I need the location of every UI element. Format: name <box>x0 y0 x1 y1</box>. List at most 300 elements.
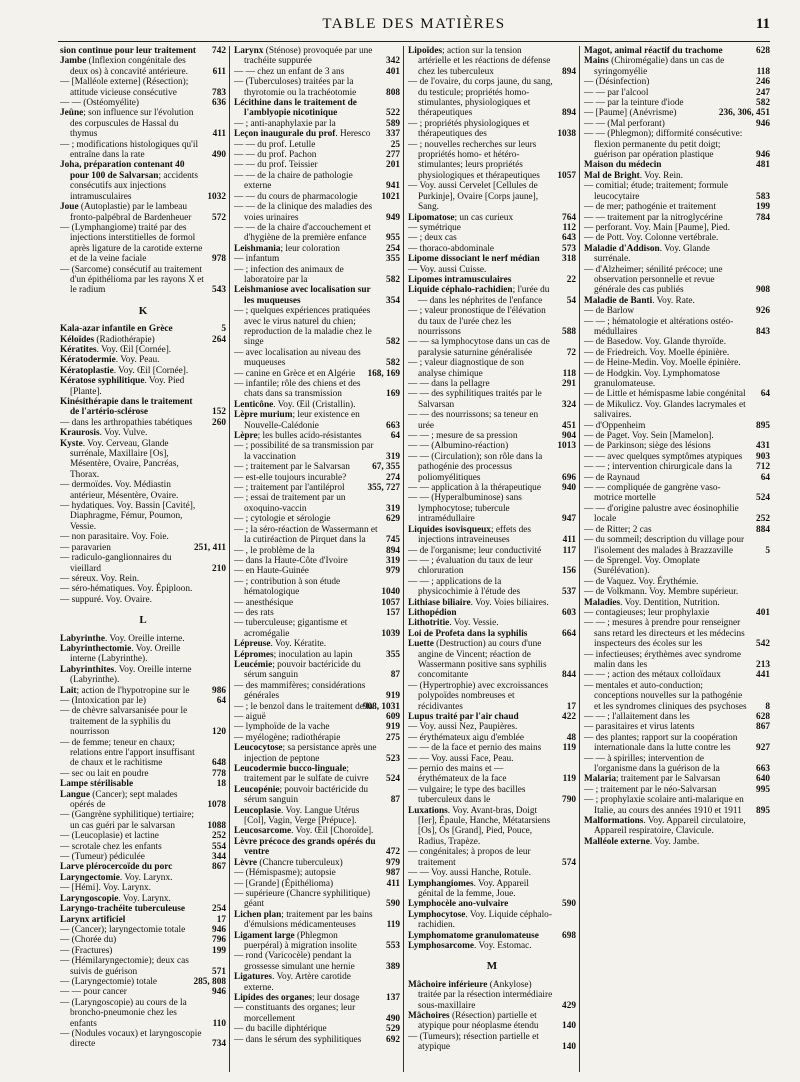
entry-page-ref: 979 <box>386 566 400 577</box>
entry-text: Ligament large (Phlegmon puerpéral) à migration insolite <box>234 930 357 951</box>
entry-text: Lupus traité par l'air chaud <box>408 712 519 722</box>
entry-page-ref: 790 <box>562 795 576 806</box>
index-entry <box>60 480 226 501</box>
entry-page-ref: 524 <box>386 774 400 785</box>
index-entry <box>234 1035 400 1045</box>
entry-text: — ; nouvelles recherches sur leurs propriétés homo- et hétéro-stimulantes; leurs propriétés physiologiques et thérapeutiques <box>408 139 540 181</box>
entry-page-ref: 940 <box>562 483 576 494</box>
entry-text: Labyrinthe. Voy. Oreille interne. <box>60 633 185 644</box>
index-entry <box>584 296 770 306</box>
index-entry <box>234 410 400 431</box>
entry-text: — ; cytologie et sérologie <box>234 514 331 525</box>
entry-text: — constituants des organes; leur morcellement <box>234 1003 356 1024</box>
entry-text: — mentales et auto-conduction; conceptions nouvelles sur la pathogénie et les syndromes cliniques des psychoses <box>584 680 747 712</box>
entry-page-ref: 274 <box>386 472 400 483</box>
entry-text: Leucoplasie. Voy. Langue Utérus [Col], Vagin, Verge [Prépuce]. <box>234 805 360 827</box>
entry-page-ref: 648 <box>212 758 226 769</box>
entry-page-ref: 529 <box>386 1024 400 1035</box>
entry-text: Leçon inaugurale du prof. Heresco <box>234 129 371 140</box>
entry-text: Langue (Cancer); sept malades opérés de <box>60 789 178 811</box>
entry-text: — — (Circulation); son rôle dans la pathogénie des processus poliomyélitiques <box>408 451 543 483</box>
entry-page-ref: 808 <box>386 87 400 98</box>
entry-page-ref: 979 <box>386 857 400 868</box>
entry-text: — infectieuses; érythèmes avec syndrome malin dans les <box>584 649 741 670</box>
index-entry <box>408 639 576 681</box>
index-entry <box>408 712 576 722</box>
entry-page-ref: 389 <box>386 961 400 972</box>
index-entry <box>234 473 400 483</box>
index-entry <box>234 837 400 858</box>
entry-text: — ; quelques expériences pratiquées avec le virus naturel du chien; reproduction de la maladie chez le singe <box>234 306 372 348</box>
entry-text: — hydatiques. Voy. Bassin [Cavité], Diaphragme, Fémur, Poumon, Vessie. <box>60 501 196 532</box>
entry-page-ref: 522 <box>386 108 400 119</box>
page-title: TABLE DES MATIÈRES <box>322 16 506 32</box>
index-entry <box>234 712 400 722</box>
entry-page-ref: 355 <box>386 254 400 265</box>
index-entry <box>234 806 400 827</box>
index-entry <box>408 441 576 451</box>
entry-text: — — de la chaire d'accouchement et d'hygiène de la première enfance <box>234 222 371 244</box>
index-entry <box>234 826 400 836</box>
index-entry <box>234 119 400 129</box>
entry-page-ref: 1038 <box>557 129 576 140</box>
entry-text: — — traitement par la nitroglycérine <box>584 212 723 223</box>
entry-page-ref: 8 <box>765 701 770 712</box>
entry-text: Lenticône. Voy. Œil (Cristallin). <box>234 399 356 410</box>
entry-text: — des plantes; rapport sur la coopération internationale dans la lutte contre les <box>584 732 738 754</box>
index-entry <box>234 306 400 348</box>
entry-text: — — de la face et pernio des mains <box>408 743 542 754</box>
entry-page-ref: 523 <box>386 753 400 764</box>
index-entry <box>408 306 576 337</box>
index-entry <box>584 608 770 618</box>
entry-text: — [Grande] (Épithélioma) <box>234 878 334 889</box>
index-entry <box>408 546 576 556</box>
entry-page-ref: 628 <box>756 46 770 56</box>
entry-text: Maison du médecin <box>584 160 662 171</box>
entry-text: — — avec quelques symptômes atypiques <box>584 451 743 462</box>
index-entry <box>408 483 576 493</box>
entry-text: — infantile; rôle des chiens et des chats dans sa transmission <box>234 379 361 400</box>
entry-page-ref: 48 <box>566 732 576 743</box>
entry-page-ref: 783 <box>212 87 226 98</box>
index-entry <box>60 160 226 202</box>
entry-text: — — (Mal perforant) <box>584 118 665 129</box>
entry-text: Laryngo-trachéite tuberculeuse <box>60 904 186 915</box>
index-entry <box>60 553 226 574</box>
index-entry <box>584 785 770 795</box>
column-divider <box>579 46 580 1072</box>
entry-page-ref: 582 <box>386 337 400 348</box>
entry-text: — de Parkinson; siège des lésions <box>584 441 711 452</box>
entry-page-ref: 553 <box>386 940 400 951</box>
entry-page-ref: 609 <box>386 712 400 722</box>
index-entry <box>234 285 400 306</box>
entry-text: — — du prof. Letulle <box>234 139 316 150</box>
index-entry <box>584 722 770 732</box>
entry-text: — érythémateux aigu d'emblée <box>408 732 525 743</box>
entry-page-ref: 490 <box>386 1013 400 1024</box>
index-entry <box>408 618 576 628</box>
index-entry <box>234 702 400 712</box>
entry-text: — (Leucoplasie) et lactine <box>60 831 159 842</box>
index-entry <box>234 493 400 514</box>
entry-page-ref: 411 <box>212 129 226 140</box>
entry-text: Kératites. Voy. Œil [Cornée]. <box>60 344 172 355</box>
entry-page-ref: 411 <box>386 878 400 889</box>
index-entry <box>584 774 770 784</box>
index-entry <box>408 358 576 379</box>
index-entry <box>234 951 400 972</box>
index-entry <box>60 696 226 706</box>
index-entry <box>408 410 576 431</box>
index-entry <box>60 439 226 481</box>
entry-text: Lipomatose; un cas curieux <box>408 212 514 223</box>
entry-text: — ; modifications histologiques qu'il entraîne dans la rate <box>60 139 199 161</box>
index-entry <box>584 369 770 390</box>
entry-text: — dans la Haute-Côte d'Ivoire <box>234 555 348 566</box>
entry-text: — — application à la thérapeutique <box>408 483 541 494</box>
entry-text: Maladie d'Addison. Voy. Glande surrénale. <box>584 243 710 265</box>
entry-page-ref: 955 <box>386 233 400 244</box>
entry-page-ref: 947 <box>562 514 576 525</box>
entry-text: Kinésithérapie dans le traitement de l'artério-sclérose <box>60 397 193 418</box>
entry-text: — de Paget. Voy. Sein [Mamelon]. <box>584 431 714 442</box>
index-entry <box>234 722 400 732</box>
index-entry <box>234 546 400 556</box>
entry-text: — de mer; pathogénie et traitement <box>584 202 716 213</box>
entry-text: — (Sarcome) consécutif au traitement d'un épithélioma par les rayons X et le radium <box>60 264 204 296</box>
index-entry <box>234 931 400 952</box>
entry-text: — — à spirilles; intervention de l'organisme dans la guérison de la <box>584 753 720 775</box>
index-entry <box>234 566 400 576</box>
entry-text: — — (Hyperalbuminose) sans lymphocytose; tubercule intramédullaire <box>408 493 522 525</box>
index-entry <box>234 441 400 462</box>
entry-text: Lécithine dans le traitement de l'amblyopie nicotinique <box>234 98 357 119</box>
index-entry <box>408 910 576 931</box>
entry-page-ref: 1040 <box>381 587 400 598</box>
entry-page-ref: 137 <box>386 992 400 1003</box>
entry-text: — infantum <box>234 254 280 265</box>
entry-text: — paravarien <box>60 542 111 553</box>
index-entry <box>234 77 400 98</box>
entry-page-ref: 949 <box>386 212 400 223</box>
entry-page-ref: 895 <box>756 420 770 431</box>
index-entry <box>408 431 576 441</box>
entry-text: Lymphosarcome. Voy. Estomac. <box>408 940 532 951</box>
entry-page-ref: 764 <box>562 212 576 223</box>
entry-text: Kératoplastie. Voy. Œil [Cornée]. <box>60 365 189 376</box>
index-entry <box>60 946 226 956</box>
entry-text: — — ; applications de la physicochimie à l'étude des <box>408 576 521 598</box>
entry-text: — ; traitement par le Salvarsan <box>234 462 350 473</box>
index-entry <box>584 431 770 441</box>
entry-text: — suppuré. Voy. Ovaire. <box>60 594 153 605</box>
index-entry <box>584 525 770 535</box>
entry-text: — — ; évaluation du taux de leur chloruration <box>408 555 533 577</box>
index-entry <box>60 335 226 345</box>
entry-text: — — pour cancer <box>60 987 127 998</box>
entry-page-ref: 441 <box>756 670 770 681</box>
index-entry <box>408 254 576 264</box>
entry-text: — sec ou lait en poudre <box>60 768 149 779</box>
entry-text: Larve plérocercoïde du porc <box>60 862 173 873</box>
entry-text: — contagieuses; leur prophylaxie <box>584 607 710 618</box>
entry-text: — — par l'alcool <box>584 87 649 98</box>
entry-text: Larynx (Sténose) provoquée par une trachéite suppurée <box>234 46 373 67</box>
entry-page-ref: 734 <box>212 1039 226 1050</box>
index-entry <box>408 931 576 941</box>
entry-text: Lymphangiomes. Voy. Appareil génital de la femme, Joue. <box>408 878 529 899</box>
index-entry <box>60 665 226 686</box>
entry-text: — de Little et hémispasme labie congénital <box>584 389 746 400</box>
entry-text: — scrotale chez les enfants <box>60 841 162 852</box>
section-letter: L <box>139 614 147 627</box>
entry-page-ref: 168, 169 <box>367 368 400 379</box>
entry-text: — d'Alzheimer; sénilité précoce; une observation personnelle et revue générale des cas publiés <box>584 264 723 296</box>
index-entry <box>234 868 400 878</box>
entry-page-ref: 54 <box>566 295 576 306</box>
entry-page-ref: 926 <box>756 306 770 317</box>
index-entry <box>408 233 576 243</box>
entry-page-ref: 946 <box>756 150 770 161</box>
index-entry <box>584 181 770 202</box>
entry-text: — (Hémispasme); autopsie <box>234 868 336 879</box>
index-entry <box>408 244 576 254</box>
index-column-4 <box>584 46 770 1072</box>
index-entry <box>408 681 576 712</box>
entry-text: — (Hémilaryngectomie); deux cas suivis de guérison <box>60 956 189 977</box>
entry-page-ref: 573 <box>562 243 576 254</box>
entry-text: — de Hodgkin. Voy. Lymphomatose granulomateuse. <box>584 368 720 389</box>
entry-text: Liquides isovisqueux; effets des injections intraveineuses <box>408 524 532 546</box>
index-column-1 <box>60 46 226 1072</box>
entry-text: — (Lymphangiome) traité par des injections interstitielles de formol après ligature de la carotide externe et de la veine faciale <box>60 222 203 265</box>
entry-text: Leucémie; pouvoir bactéricide du sérum sanguin <box>234 659 361 681</box>
entry-page-ref: 254 <box>212 904 226 915</box>
index-entry <box>234 1024 400 1034</box>
entry-text: — (Laryngectomie) totale <box>60 976 158 987</box>
entry-page-ref: 946 <box>212 924 226 935</box>
index-entry <box>234 514 400 524</box>
entry-page-ref: 254 <box>386 243 400 254</box>
entry-text: Lithotritie. Voy. Vessie. <box>408 618 499 629</box>
entry-page-ref: 318 <box>562 254 576 265</box>
entry-text: — congénitales; à propos de leur traitement <box>408 847 531 868</box>
index-entry <box>584 46 770 56</box>
index-entry <box>408 265 576 275</box>
index-entry <box>234 598 400 608</box>
entry-text: — — chez un enfant de 3 ans <box>234 66 345 77</box>
index-entry <box>584 171 770 181</box>
entry-text: — [Malléole externe] (Résection); attitude vicieuse consécutive <box>60 77 189 98</box>
entry-page-ref: 119 <box>562 774 576 785</box>
entry-text: Maladie de Banti. Voy. Rate. <box>584 295 695 306</box>
entry-page-ref: 247 <box>756 87 770 98</box>
index-entry <box>60 595 226 605</box>
index-entry <box>60 501 226 532</box>
entry-text: — de Barlow <box>584 306 635 317</box>
entry-page-ref: 1057 <box>381 597 400 608</box>
index-entry <box>234 348 400 369</box>
index-entry <box>234 660 400 681</box>
entry-page-ref: 236, 306, 451 <box>718 108 770 119</box>
index-entry <box>60 324 226 334</box>
entry-page-ref: 342 <box>386 56 400 67</box>
index-entry <box>234 879 400 889</box>
entry-text: — ; deux cas <box>408 233 457 244</box>
entry-page-ref: 894 <box>386 545 400 556</box>
entry-page-ref: 867 <box>212 862 226 873</box>
entry-page-ref: 643 <box>562 233 576 244</box>
entry-page-ref: 319 <box>386 555 400 566</box>
entry-page-ref: 583 <box>756 191 770 202</box>
entry-page-ref: 87 <box>390 795 400 806</box>
entry-page-ref: 199 <box>212 945 226 956</box>
index-entry <box>584 317 770 338</box>
index-entry <box>408 119 576 140</box>
entry-page-ref: 1088 <box>207 820 226 831</box>
entry-text: Mains (Chiromégalie) dans un cas de syringomyélie <box>584 56 725 77</box>
index-entry <box>60 852 226 862</box>
index-entry <box>60 883 226 893</box>
entry-text: — — ; hématologie et altérations ostéo-médullaires <box>584 316 734 337</box>
index-entry <box>60 56 226 77</box>
entry-text: — lymphoïde de la vache <box>234 722 330 733</box>
index-entry <box>234 150 400 160</box>
index-entry <box>408 275 576 285</box>
entry-page-ref: 572 <box>212 212 226 223</box>
entry-text: Leishmaniose avec localisation sur les muqueuses <box>234 285 371 306</box>
entry-text: Luxations. Voy. Avant-bras, Doigt [Ier], Épaule, Hanche, Métatarsiens [Os], Os [Grand], Pied, Pouce, Radius, Trapèze. <box>408 805 551 847</box>
entry-page-ref: 157 <box>386 607 400 618</box>
index-entry <box>234 483 400 493</box>
index-entry <box>584 202 770 212</box>
entry-page-ref: 919 <box>386 691 400 702</box>
index-entry <box>234 202 400 223</box>
entry-page-ref: 118 <box>756 66 770 77</box>
entry-page-ref: 978 <box>212 254 226 265</box>
entry-page-ref: 778 <box>212 768 226 779</box>
entry-page-ref: 867 <box>756 722 770 733</box>
index-entry <box>408 77 576 119</box>
entry-text: — de Volkmann. Voy. Membre supérieur. <box>584 587 739 598</box>
entry-page-ref: 119 <box>562 743 576 754</box>
entry-page-ref: 64 <box>390 431 400 442</box>
entry-page-ref: 542 <box>756 639 770 650</box>
entry-page-ref: 156 <box>562 566 576 577</box>
section-letter: K <box>138 304 148 317</box>
entry-page-ref: 588 <box>562 326 576 337</box>
entry-text: — ; traitement par le néo-Salvarsan <box>584 784 717 795</box>
entry-page-ref: 22 <box>566 274 576 285</box>
index-entry <box>408 608 576 618</box>
entry-text: — ; essai de traitement par un oxoquino-vaccin <box>234 493 346 514</box>
entry-page-ref: 64 <box>760 472 770 483</box>
entry-text: — de Friedreich. Voy. Moelle épinière. <box>584 347 730 358</box>
entry-page-ref: 692 <box>386 1034 400 1045</box>
index-entry <box>234 889 400 910</box>
entry-page-ref: 319 <box>386 503 400 514</box>
entry-page-ref: 285, 808 <box>193 976 226 987</box>
index-entry <box>60 842 226 852</box>
index-entry <box>234 171 400 192</box>
index-entry <box>60 418 226 428</box>
entry-text: — ; possibilité de sa transmission par la vaccination <box>234 441 374 462</box>
entry-text: — du sommeil; description du village pour l'isolement des malades à Brazzaville <box>584 535 745 556</box>
index-entry <box>234 972 400 993</box>
entry-text: Leucosarcome. Voy. Œil [Choroïde]. <box>234 826 374 837</box>
entry-text: — (Intoxication par le) <box>60 695 146 706</box>
entry-text: Loi de Profeta dans la syphilis <box>408 628 528 639</box>
entry-text: — — (Phlegmon); difformité consécutive: flexion permanente du petit doigt; guérison par opération plastique <box>584 129 743 161</box>
entry-page-ref: 140 <box>562 1042 576 1053</box>
entry-text: — — ; action des métaux colloïdaux <box>584 670 721 681</box>
entry-text: — séreux. Voy. Rein. <box>60 573 140 584</box>
entry-text: Laryngectomie. Voy. Larynx. <box>60 872 173 883</box>
entry-page-ref: 908, 1031 <box>362 701 400 712</box>
index-entry <box>584 213 770 223</box>
index-entry <box>584 816 770 837</box>
entry-text: — ; valeur diagnostique de son analyse chimique <box>408 358 524 379</box>
entry-text: — ; traitement par l'antiléprol <box>234 483 345 494</box>
index-entry <box>60 644 226 665</box>
entry-page-ref: 319 <box>386 451 400 462</box>
entry-text: — — Voy. aussi Face, Peau. <box>408 753 514 764</box>
index-entry <box>60 904 226 914</box>
entry-page-ref: 18 <box>216 779 226 790</box>
entry-page-ref: 894 <box>562 66 576 77</box>
index-entry <box>408 743 576 753</box>
entry-page-ref: 941 <box>386 181 400 192</box>
entry-text: — Voy. aussi Cervelet [Cellules de Purkinje], Ovaire [Corps jaune], Sang. <box>408 181 539 213</box>
index-entry <box>408 1011 576 1032</box>
entry-text: Lèpre murium; leur existence en Nouvelle-Calédonie <box>234 410 360 431</box>
index-entry <box>584 452 770 462</box>
index-entry <box>234 244 400 254</box>
entry-page-ref: 1078 <box>207 800 226 811</box>
entry-text: — de Raynaud <box>584 472 640 483</box>
entry-page-ref: 628 <box>756 712 770 722</box>
index-entry <box>234 650 400 660</box>
entry-text: Lèvre précoce des grands opérés du ventre <box>234 836 376 858</box>
entry-text: Leucodermie bucco-linguale; traitement par le sulfate de cuivre <box>234 764 369 785</box>
index-entry <box>408 629 576 639</box>
page-header <box>58 14 770 38</box>
index-entry <box>408 754 576 764</box>
index-entry <box>234 400 400 410</box>
entry-text: — du bacille diphtérique <box>234 1024 327 1035</box>
index-entry <box>60 769 226 779</box>
entry-page-ref: 169 <box>386 389 400 400</box>
entry-text: — (Cancer); laryngectomie totale <box>60 924 186 935</box>
entry-page-ref: 17 <box>566 701 576 712</box>
entry-page-ref: 611 <box>212 66 226 77</box>
index-entry <box>408 899 576 909</box>
entry-page-ref: 472 <box>386 847 400 858</box>
entry-page-ref: 903 <box>756 451 770 462</box>
index-entry <box>60 706 226 737</box>
entry-text: — non parasitaire. Voy. Foie. <box>60 532 169 543</box>
entry-page-ref: 986 <box>212 685 226 696</box>
entry-text: — (Tumeurs); résection partielle et atypique <box>408 1031 539 1053</box>
entry-text: — [Hémi]. Voy. Larynx. <box>60 883 151 894</box>
index-entry <box>234 556 400 566</box>
entry-text: Lithopédion <box>408 607 457 618</box>
entry-text: — perforant. Voy. Main [Paume], Pied. <box>584 222 730 233</box>
index-entry <box>234 785 400 806</box>
entry-page-ref: 110 <box>212 1018 226 1029</box>
